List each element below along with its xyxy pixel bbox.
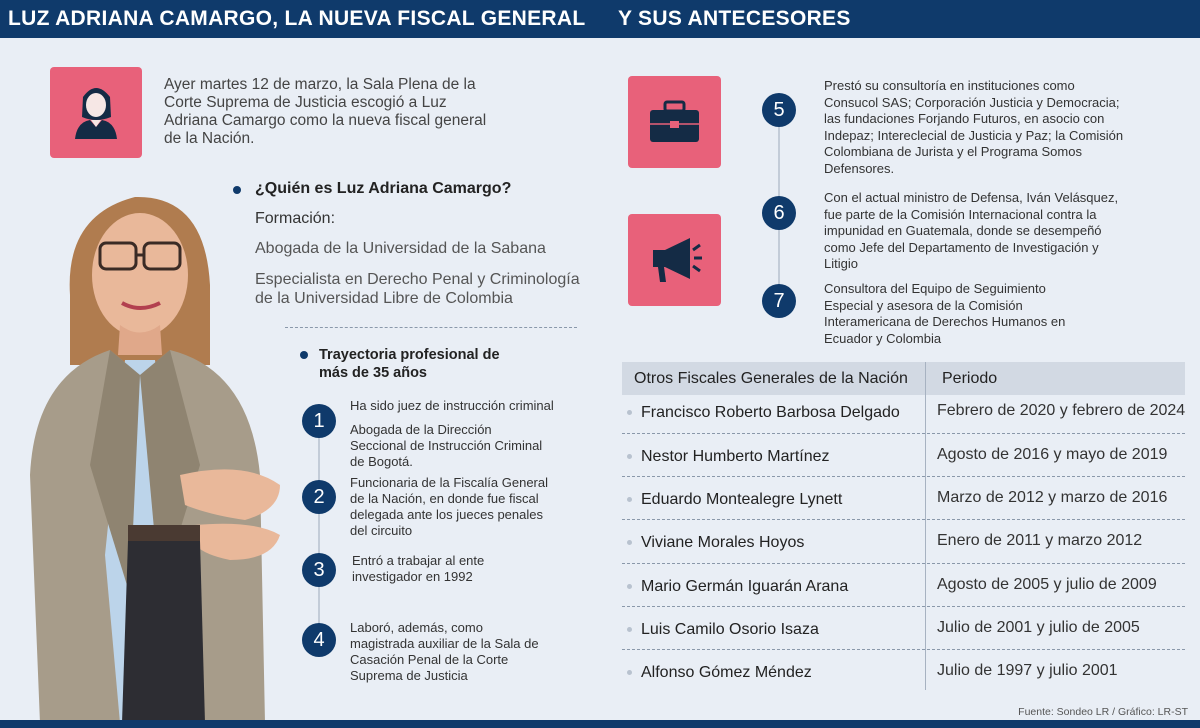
column-header-period: Periodo <box>942 370 998 387</box>
row-bullet <box>627 410 632 415</box>
intro-paragraph: Ayer martes 12 de marzo, la Sala Plena de la Corte Suprema de Justicia escogió a Luz Adriana Camargo como la nueva fiscal general de la Nación. <box>164 76 487 147</box>
step-4-text: Laboró, además, como magistrada auxiliar de la Sala de Casación Penal de la Corte Suprema de Justicia <box>350 620 539 683</box>
row-divider <box>622 606 1185 607</box>
row-divider <box>622 519 1185 520</box>
step-2-text: Funcionaria de la Fiscalía General de la Nación, en donde fue fiscal delegada ante los jueces penales del circuito <box>350 475 548 538</box>
column-separator <box>925 362 926 690</box>
page-title-continued: Y SUS ANTECESORES <box>618 7 851 30</box>
title-bar <box>0 0 1200 38</box>
step-6-text: Con el actual ministro de Defensa, Iván Velásquez, fue parte de la Comisión Internacional contra la impunidad en Guatemala, donde se desempeñó como Jefe del Departamento de Investigación y Litigio <box>824 190 1119 271</box>
bullet-dot <box>233 186 241 194</box>
page-title: LUZ ADRIANA CAMARGO, LA NUEVA FISCAL GENERAL <box>8 7 586 30</box>
row-bullet <box>627 670 632 675</box>
row-divider <box>622 433 1185 434</box>
fiscal-name: Eduardo Montealegre Lynett <box>641 491 843 508</box>
megaphone-icon-box <box>628 214 721 306</box>
bullet-dot <box>300 351 308 359</box>
bottom-bar <box>0 720 1200 728</box>
step-number-4: 4 <box>302 623 336 657</box>
row-bullet <box>627 454 632 459</box>
dashed-divider <box>285 327 577 328</box>
fiscal-period: Febrero de 2020 y febrero de 2024 <box>937 402 1186 419</box>
row-divider <box>622 476 1185 477</box>
row-bullet <box>627 627 632 632</box>
person-icon-box <box>50 67 142 158</box>
row-bullet <box>627 584 632 589</box>
fiscal-period: Enero de 2011 y marzo 2012 <box>937 532 1143 549</box>
step-number-3: 3 <box>302 553 336 587</box>
step-3-text: Entró a trabajar al ente investigador en 1992 <box>352 553 485 584</box>
fiscal-period: Agosto de 2005 y julio de 2009 <box>937 576 1157 593</box>
step-1-text-a: Ha sido juez de instrucción criminal <box>350 398 554 413</box>
briefcase-icon-box <box>628 76 721 168</box>
portrait-illustration <box>10 175 290 723</box>
fiscal-name: Mario Germán Iguarán Arana <box>641 578 849 595</box>
fiscal-period: Julio de 1997 y julio 2001 <box>937 662 1118 679</box>
fiscal-name: Nestor Humberto Martínez <box>641 448 830 465</box>
fiscal-period: Agosto de 2016 y mayo de 2019 <box>937 446 1168 463</box>
education-item: Especialista en Derecho Penal y Criminología de la Universidad Libre de Colombia <box>255 271 580 307</box>
step-number-5: 5 <box>762 93 796 127</box>
step-5-text: Prestó su consultoría en instituciones como Consucol SAS; Corporación Justicia y Democracia; las fundaciones Forjando Futuros, en asocio con Indepaz; Intereclecial de Justicia y Paz; la Comisión Colombiana de Jurista y el Programa Somos Defensores. <box>824 78 1124 176</box>
person-icon <box>50 67 142 158</box>
formacion-label: Formación: <box>255 210 336 227</box>
fiscal-name: Alfonso Gómez Méndez <box>641 664 812 681</box>
step-number-7: 7 <box>762 284 796 318</box>
step-number-2: 2 <box>302 480 336 514</box>
row-bullet <box>627 540 632 545</box>
fiscal-name: Luis Camilo Osorio Isaza <box>641 621 819 638</box>
table-header <box>622 362 1185 395</box>
briefcase-icon <box>628 76 721 168</box>
education-item: Abogada de la Universidad de la Sabana <box>255 240 546 257</box>
step-1-text-b: Abogada de la Dirección Seccional de Instrucción Criminal de Bogotá. <box>350 422 543 469</box>
source-credit: Fuente: Sondeo LR / Gráfico: LR-ST <box>1018 706 1188 718</box>
column-header-name: Otros Fiscales Generales de la Nación <box>634 370 908 387</box>
row-bullet <box>627 497 632 502</box>
step-number-6: 6 <box>762 196 796 230</box>
step-7-text: Consultora del Equipo de Seguimiento Especial y asesora de la Comisión Interamericana de Derechos Humanos en Ecuador y Colombia <box>824 281 1066 346</box>
step-number-1: 1 <box>302 404 336 438</box>
row-divider <box>622 563 1185 564</box>
timeline-line <box>318 420 320 640</box>
profile-question: ¿Quién es Luz Adriana Camargo? <box>255 180 512 197</box>
fiscal-name: Francisco Roberto Barbosa Delgado <box>641 404 900 421</box>
row-divider <box>622 649 1185 650</box>
fiscal-period: Marzo de 2012 y marzo de 2016 <box>937 489 1168 506</box>
megaphone-icon <box>628 214 721 306</box>
trayectoria-heading: Trayectoria profesional de más de 35 años <box>319 347 500 381</box>
fiscal-name: Viviane Morales Hoyos <box>641 534 805 551</box>
fiscal-period: Julio de 2001 y julio de 2005 <box>937 619 1140 636</box>
